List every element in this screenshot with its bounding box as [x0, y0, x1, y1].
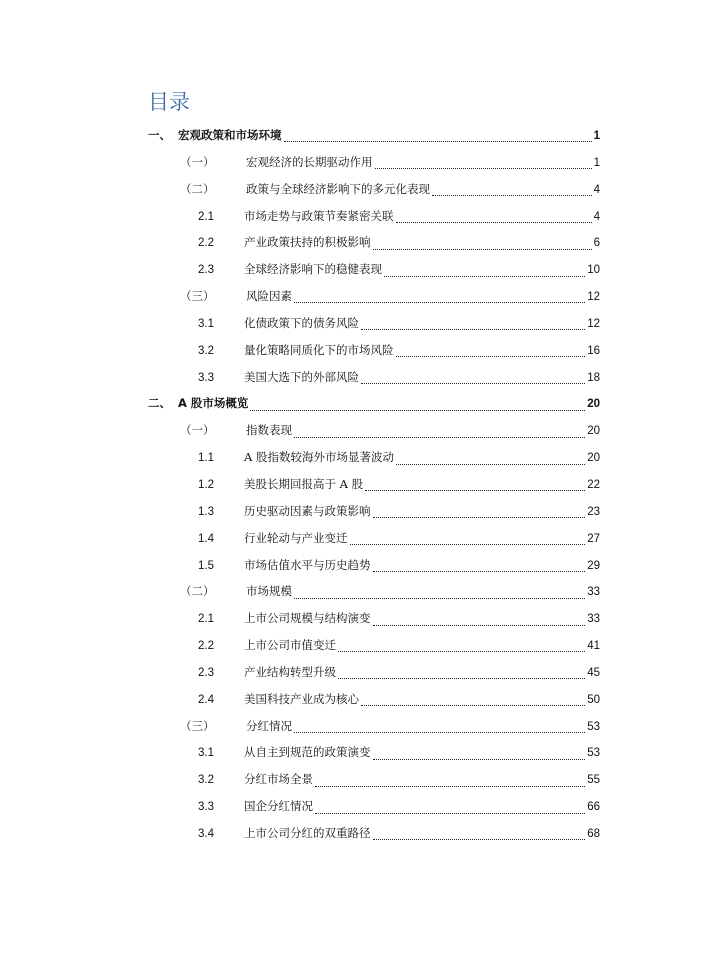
toc-entry-page: 6 — [593, 237, 600, 250]
toc-leader-dots — [373, 240, 592, 250]
toc-entry-label: 分红情况 — [246, 718, 292, 733]
toc-entry-page: 22 — [587, 478, 600, 491]
toc-title: 目录 — [148, 90, 190, 114]
toc-entry[interactable] — [148, 605, 600, 632]
toc-entry[interactable] — [148, 176, 600, 203]
toc-leader-dots — [361, 320, 585, 330]
toc-entry[interactable] — [148, 310, 600, 337]
toc-leader-dots — [315, 777, 585, 787]
toc-entry-page: 53 — [587, 747, 600, 760]
toc-leader-dots — [384, 267, 585, 277]
toc-leader-dots — [250, 401, 585, 411]
toc-leader-dots — [375, 159, 592, 169]
toc-entry-label: 分红市场全景 — [244, 772, 313, 787]
toc-entry[interactable] — [148, 686, 600, 713]
toc-entry-label: 市场规模 — [246, 584, 292, 599]
toc-leader-dots — [373, 616, 586, 626]
toc-entry-number: （二） — [180, 584, 215, 599]
toc-entry-label: 全球经济影响下的稳健表现 — [244, 262, 382, 277]
toc-entry[interactable] — [148, 149, 600, 176]
toc-leader-dots — [361, 696, 585, 706]
toc-entry-page: 16 — [587, 344, 600, 357]
toc-entry-page: 20 — [587, 425, 600, 438]
toc-entry-page: 66 — [587, 801, 600, 814]
toc-entry-page: 55 — [587, 774, 600, 787]
toc-leader-dots — [338, 669, 585, 679]
toc-leader-dots — [373, 562, 586, 572]
toc-leader-dots — [373, 750, 586, 760]
toc-entry-number: 3.4 — [198, 827, 214, 840]
toc-entry[interactable] — [148, 203, 600, 230]
toc-entry-label: 上市公司分红的双重路径 — [244, 825, 371, 840]
toc-entry-label: 市场估值水平与历史趋势 — [244, 557, 371, 572]
toc-entry-page: 68 — [587, 827, 600, 840]
toc-leader-dots — [350, 535, 586, 545]
toc-entry-page: 4 — [593, 183, 600, 196]
toc-leader-dots — [294, 293, 585, 303]
toc-entry-number: 3.1 — [198, 317, 214, 330]
toc-entry-number: 3.3 — [198, 801, 214, 814]
toc-leader-dots — [432, 186, 592, 196]
toc-leader-dots — [365, 481, 585, 491]
toc-leader-dots — [373, 830, 586, 840]
toc-entry-number: 2.2 — [198, 237, 214, 250]
toc-entry-label: 从自主到规范的政策演变 — [244, 745, 371, 760]
toc-entry-number: （一） — [180, 154, 215, 169]
toc-entry-page: 45 — [587, 666, 600, 679]
toc-entry-page: 12 — [587, 291, 600, 304]
toc-entry[interactable] — [148, 256, 600, 283]
toc-entry[interactable] — [148, 471, 600, 498]
toc-entry-number: 1.4 — [198, 532, 214, 545]
toc-entry-label: 上市公司市值变迁 — [244, 638, 336, 653]
toc-entry-label: 风险因素 — [246, 289, 292, 304]
toc-entry-page: 29 — [587, 559, 600, 572]
toc-entry-label: 指数表现 — [246, 423, 292, 438]
toc-entry-label: 宏观经济的长期驱动作用 — [246, 154, 373, 169]
toc-entry-label: 市场走势与政策节奏紧密关联 — [244, 208, 394, 223]
toc-entry-number: 3.1 — [198, 747, 214, 760]
toc-entry-page: 10 — [587, 264, 600, 277]
toc-entry-number: 2.2 — [198, 640, 214, 653]
toc-leader-dots — [396, 213, 592, 223]
toc-entry-number: 3.3 — [198, 371, 214, 384]
toc-entry-label: 产业政策扶持的积极影响 — [244, 235, 371, 250]
toc-entry-page: 50 — [587, 693, 600, 706]
toc-entry-number: 3.2 — [198, 344, 214, 357]
toc-entry-number: （二） — [180, 181, 215, 196]
toc-entry-number: 1.2 — [198, 478, 214, 491]
toc-entry[interactable] — [148, 766, 600, 793]
toc-leader-dots — [396, 347, 586, 357]
toc-entry-label: 美国科技产业成为核心 — [244, 691, 359, 706]
toc-entry-label: A 股指数较海外市场显著波动 — [244, 450, 394, 465]
toc-entry-page: 1 — [593, 156, 600, 169]
toc-entry-page: 12 — [587, 317, 600, 330]
toc-entry-number: （三） — [180, 718, 215, 733]
toc-entry-page: 33 — [587, 613, 600, 626]
toc-entry-label: 美国大选下的外部风险 — [244, 369, 359, 384]
toc-list — [148, 122, 600, 847]
toc-leader-dots — [294, 723, 585, 733]
toc-entry-label: 量化策略同质化下的市场风险 — [244, 342, 394, 357]
toc-leader-dots — [373, 508, 586, 518]
toc-entry-number: 1.3 — [198, 505, 214, 518]
toc-leader-dots — [338, 642, 585, 652]
toc-entry-number: 1.5 — [198, 559, 214, 572]
toc-leader-dots — [294, 589, 585, 599]
toc-entry-number: 3.2 — [198, 774, 214, 787]
toc-entry-label: 国企分红情况 — [244, 799, 313, 814]
toc-entry-label: 历史驱动因素与政策影响 — [244, 503, 371, 518]
toc-entry[interactable] — [148, 337, 600, 364]
toc-entry-label: 上市公司规模与结构演变 — [244, 611, 371, 626]
toc-entry-page: 18 — [587, 371, 600, 384]
toc-entry[interactable] — [148, 739, 600, 766]
toc-entry-label: A 股市场概览 — [178, 396, 249, 411]
toc-entry-page: 53 — [587, 720, 600, 733]
toc-entry[interactable] — [148, 444, 600, 471]
toc-entry[interactable] — [148, 417, 600, 444]
toc-entry[interactable] — [148, 713, 600, 740]
toc-entry[interactable] — [148, 820, 600, 847]
toc-leader-dots — [294, 428, 585, 438]
toc-entry-number: 2.1 — [198, 210, 214, 223]
toc-entry-label: 政策与全球经济影响下的多元化表现 — [246, 181, 430, 196]
toc-leader-dots — [396, 455, 585, 465]
toc-entry-number: 1.1 — [198, 452, 214, 465]
toc-entry-number: 二、 — [148, 396, 171, 411]
toc-entry[interactable] — [148, 498, 600, 525]
toc-entry-number: （一） — [180, 423, 215, 438]
toc-entry[interactable] — [148, 793, 600, 820]
toc-leader-dots — [361, 374, 585, 384]
toc-entry-number: 2.3 — [198, 666, 214, 679]
toc-entry[interactable] — [148, 525, 600, 552]
toc-entry[interactable] — [148, 122, 600, 149]
toc-entry-page: 27 — [587, 532, 600, 545]
toc-entry[interactable] — [148, 390, 600, 417]
toc-entry-number: 一、 — [148, 128, 171, 142]
toc-entry-number: 2.1 — [198, 613, 214, 626]
toc-entry-label: 行业轮动与产业变迁 — [244, 530, 348, 545]
toc-entry-page: 33 — [587, 586, 600, 599]
toc-entry[interactable] — [148, 659, 600, 686]
toc-leader-dots — [315, 804, 585, 814]
toc-entry[interactable] — [148, 578, 600, 605]
toc-entry-page: 20 — [587, 452, 600, 465]
toc-entry-number: 2.4 — [198, 693, 214, 706]
toc-entry-label: 美股长期回报高于 A 股 — [244, 476, 364, 491]
toc-entry[interactable] — [148, 552, 600, 579]
toc-entry-number: （三） — [180, 289, 215, 304]
toc-entry[interactable] — [148, 229, 600, 256]
toc-entry-page: 41 — [587, 640, 600, 653]
toc-entry-label: 化债政策下的债务风险 — [244, 315, 359, 330]
toc-entry-page: 23 — [587, 505, 600, 518]
toc-leader-dots — [284, 132, 592, 142]
toc-entry-label: 产业结构转型升级 — [244, 664, 336, 679]
toc-entry-page: 4 — [593, 210, 600, 223]
toc-entry[interactable] — [148, 283, 600, 310]
toc-entry[interactable] — [148, 364, 600, 391]
toc-entry-page: 1 — [593, 130, 600, 142]
toc-entry-number: 2.3 — [198, 264, 214, 277]
toc-entry[interactable] — [148, 632, 600, 659]
toc-entry-page: 20 — [587, 398, 600, 411]
toc-entry-label: 宏观政策和市场环境 — [178, 128, 282, 142]
